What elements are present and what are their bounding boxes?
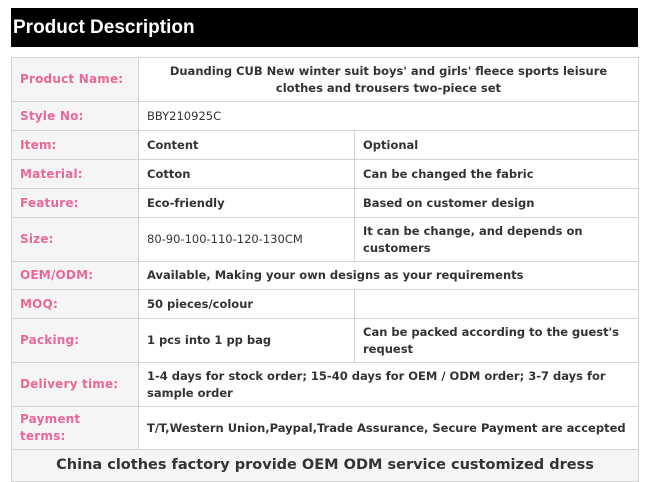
table-footer-row	[12, 450, 639, 482]
payment-terms-value: T/T,Western Union,Paypal,Trade Assurance, Secure Payment are accepted	[139, 407, 639, 450]
row-label: Payment terms:	[12, 407, 139, 450]
material-value: Cotton	[139, 160, 355, 189]
row-label: Material:	[12, 160, 139, 189]
size-value: 80-90-100-110-120-130CM	[139, 218, 355, 262]
row-label: Packing:	[12, 319, 139, 363]
row-label: MOQ:	[12, 290, 139, 319]
item-extra: Optional	[355, 131, 639, 160]
table-row	[12, 102, 639, 131]
table-row	[12, 319, 639, 363]
table-row	[12, 131, 639, 160]
table-row	[12, 262, 639, 290]
packing-extra: Can be packed according to the guest's request	[355, 319, 639, 363]
table-row	[12, 218, 639, 262]
row-label: Size:	[12, 218, 139, 262]
row-label: Delivery time:	[12, 363, 139, 407]
table-row	[12, 407, 639, 450]
table-row	[12, 58, 639, 102]
oem-odm-value: Available, Making your own designs as your requirements	[139, 262, 639, 290]
table-row	[12, 160, 639, 189]
section-title: Product Description	[11, 8, 638, 47]
row-label: Product Name:	[12, 58, 139, 102]
feature-value: Eco-friendly	[139, 189, 355, 218]
table-row	[12, 363, 639, 407]
feature-extra: Based on customer design	[355, 189, 639, 218]
table-row	[12, 189, 639, 218]
row-label: Style No:	[12, 102, 139, 131]
delivery-time-value: 1-4 days for stock order; 15-40 days for OEM / ODM order; 3-7 days for sample order	[139, 363, 639, 407]
size-extra: It can be change, and depends on customers	[355, 218, 639, 262]
moq-value: 50 pieces/colour	[139, 290, 355, 319]
material-extra: Can be changed the fabric	[355, 160, 639, 189]
row-label: Item:	[12, 131, 139, 160]
footer-caption: China clothes factory provide OEM ODM service customized dress	[12, 450, 639, 482]
row-label: OEM/ODM:	[12, 262, 139, 290]
moq-extra	[355, 290, 639, 319]
style-no-value: BBY210925C	[139, 102, 639, 131]
packing-value: 1 pcs into 1 pp bag	[139, 319, 355, 363]
row-label: Feature:	[12, 189, 139, 218]
product-name-value: Duanding CUB New winter suit boys' and girls' fleece sports leisure clothes and trousers two-piece set	[139, 58, 639, 102]
table-row	[12, 290, 639, 319]
item-value: Content	[139, 131, 355, 160]
product-spec-table	[11, 57, 639, 482]
